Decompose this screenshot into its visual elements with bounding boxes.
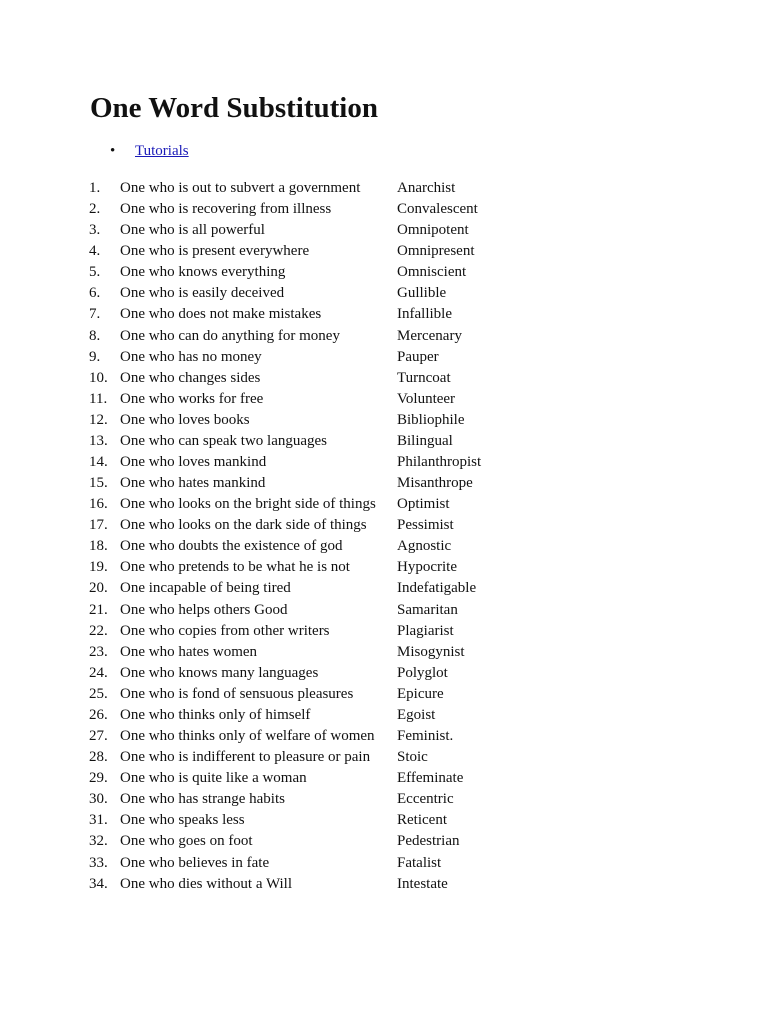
item-word: Epicure xyxy=(397,685,444,702)
item-description: One who works for free xyxy=(120,390,264,407)
item-number: 4. xyxy=(89,243,101,260)
item-description: One who knows everything xyxy=(120,264,286,281)
item-description: One who loves mankind xyxy=(120,454,267,471)
item-number: 24. xyxy=(89,664,108,681)
item-word: Effeminate xyxy=(397,770,464,787)
list-item xyxy=(0,600,768,621)
item-number: 16. xyxy=(89,496,108,513)
item-description: One who changes sides xyxy=(120,369,261,386)
item-word: Gullible xyxy=(397,285,447,302)
list-item xyxy=(0,726,768,747)
item-word: Convalescent xyxy=(397,201,478,218)
item-number: 30. xyxy=(89,791,108,808)
list-item xyxy=(0,705,768,726)
list-item xyxy=(0,452,768,473)
list-item xyxy=(0,768,768,789)
list-item xyxy=(0,515,768,536)
word-substitution-list xyxy=(0,178,768,895)
item-description: One incapable of being tired xyxy=(120,580,291,597)
item-description: One who copies from other writers xyxy=(120,622,330,639)
item-number: 31. xyxy=(89,812,108,829)
list-item xyxy=(0,578,768,599)
item-word: Feminist. xyxy=(397,728,454,745)
item-word: Volunteer xyxy=(397,390,456,407)
item-description: One who can speak two languages xyxy=(120,432,328,449)
item-number: 8. xyxy=(89,327,101,344)
item-description: One who does not make mistakes xyxy=(120,306,322,323)
item-number: 27. xyxy=(89,728,108,745)
item-number: 15. xyxy=(89,475,108,492)
item-description: One who can do anything for money xyxy=(120,327,340,344)
item-description: One who speaks less xyxy=(120,812,245,829)
item-word: Reticent xyxy=(397,812,447,829)
list-item xyxy=(0,473,768,494)
item-description: One who is indifferent to pleasure or pain xyxy=(120,749,371,766)
item-word: Optimist xyxy=(397,496,450,513)
item-description: One who thinks only of himself xyxy=(120,706,311,723)
list-item xyxy=(0,663,768,684)
item-number: 11. xyxy=(89,390,108,407)
list-item xyxy=(0,831,768,852)
item-word: Hypocrite xyxy=(397,559,457,576)
list-item xyxy=(0,410,768,431)
item-word: Turncoat xyxy=(397,369,451,386)
item-number: 1. xyxy=(89,180,101,196)
item-number: 17. xyxy=(89,517,108,534)
list-item xyxy=(0,810,768,831)
item-word: Misogynist xyxy=(397,643,465,660)
item-number: 22. xyxy=(89,622,108,639)
bullet-icon: • xyxy=(110,143,116,159)
item-description: One who helps others Good xyxy=(120,601,288,618)
item-word: Eccentric xyxy=(397,791,454,808)
item-word: Intestate xyxy=(397,875,448,892)
item-description: One who knows many languages xyxy=(120,664,319,681)
item-number: 33. xyxy=(89,854,108,871)
item-number: 14. xyxy=(89,454,108,471)
item-word: Fatalist xyxy=(397,854,442,871)
item-description: One who hates mankind xyxy=(120,475,266,492)
item-number: 19. xyxy=(89,559,108,576)
item-description: One who is easily deceived xyxy=(120,285,285,302)
list-item xyxy=(0,326,768,347)
item-number: 23. xyxy=(89,643,108,660)
list-item xyxy=(0,262,768,283)
item-description: One who pretends to be what he is not xyxy=(120,559,350,576)
item-word: Omniscient xyxy=(397,264,467,281)
list-item xyxy=(0,789,768,810)
item-description: One who has strange habits xyxy=(120,791,285,808)
item-description: One who is all powerful xyxy=(120,222,265,239)
list-item xyxy=(0,536,768,557)
link-list xyxy=(110,140,189,162)
list-item xyxy=(0,642,768,663)
list-item xyxy=(0,347,768,368)
item-number: 6. xyxy=(89,285,101,302)
item-number: 21. xyxy=(89,601,108,618)
item-word: Pedestrian xyxy=(397,833,460,850)
list-item xyxy=(0,747,768,768)
list-item xyxy=(0,304,768,325)
item-number: 34. xyxy=(89,875,108,892)
item-word: Pessimist xyxy=(397,517,454,534)
item-description: One who believes in fate xyxy=(120,854,270,871)
page-title: One Word Substitution xyxy=(90,92,378,124)
list-item xyxy=(0,684,768,705)
item-word: Anarchist xyxy=(397,180,456,196)
item-word: Indefatigable xyxy=(397,580,477,597)
tutorials-link[interactable]: Tutorials xyxy=(135,143,189,159)
item-description: One who is fond of sensuous pleasures xyxy=(120,685,354,702)
list-item xyxy=(0,241,768,262)
list-item xyxy=(0,283,768,304)
item-word: Pauper xyxy=(397,348,439,365)
item-word: Egoist xyxy=(397,706,436,723)
item-description: One who dies without a Will xyxy=(120,875,293,892)
item-word: Polyglot xyxy=(397,664,448,681)
list-item xyxy=(0,853,768,874)
item-number: 18. xyxy=(89,538,108,555)
item-word: Infallible xyxy=(397,306,452,323)
item-word: Plagiarist xyxy=(397,622,454,639)
item-description: One who hates women xyxy=(120,643,258,660)
list-item xyxy=(0,557,768,578)
list-item xyxy=(0,494,768,515)
list-item xyxy=(0,368,768,389)
link-list-item xyxy=(110,140,189,162)
item-word: Misanthrope xyxy=(397,475,473,492)
item-description: One who thinks only of welfare of women xyxy=(120,728,375,745)
list-item xyxy=(0,199,768,220)
item-description: One who doubts the existence of god xyxy=(120,538,343,555)
item-word: Bilingual xyxy=(397,432,453,449)
list-item xyxy=(0,431,768,452)
item-number: 28. xyxy=(89,749,108,766)
item-description: One who is out to subvert a government xyxy=(120,180,361,196)
item-description: One who loves books xyxy=(120,411,250,428)
item-word: Agnostic xyxy=(397,538,452,555)
item-number: 32. xyxy=(89,833,108,850)
item-number: 26. xyxy=(89,706,108,723)
item-description: One who has no money xyxy=(120,348,262,365)
list-item xyxy=(0,389,768,410)
list-item xyxy=(0,874,768,895)
item-word: Bibliophile xyxy=(397,411,465,428)
item-number: 10. xyxy=(89,369,108,386)
item-description: One who is present everywhere xyxy=(120,243,310,260)
item-number: 3. xyxy=(89,222,101,239)
item-number: 13. xyxy=(89,432,108,449)
list-item xyxy=(0,220,768,241)
item-word: Mercenary xyxy=(397,327,462,344)
item-description: One who goes on foot xyxy=(120,833,253,850)
item-number: 25. xyxy=(89,685,108,702)
item-word: Samaritan xyxy=(397,601,458,618)
item-number: 29. xyxy=(89,770,108,787)
item-description: One who is quite like a woman xyxy=(120,770,307,787)
item-word: Omnipresent xyxy=(397,243,475,260)
list-item xyxy=(0,178,768,199)
item-number: 5. xyxy=(89,264,101,281)
item-number: 9. xyxy=(89,348,101,365)
item-description: One who looks on the dark side of things xyxy=(120,517,367,534)
item-word: Philanthropist xyxy=(397,454,482,471)
item-description: One who looks on the bright side of things xyxy=(120,496,376,513)
item-description: One who is recovering from illness xyxy=(120,201,332,218)
item-number: 20. xyxy=(89,580,108,597)
item-number: 7. xyxy=(89,306,101,323)
item-number: 12. xyxy=(89,411,108,428)
list-item xyxy=(0,621,768,642)
item-word: Stoic xyxy=(397,749,428,766)
item-number: 2. xyxy=(89,201,101,218)
item-word: Omnipotent xyxy=(397,222,469,239)
